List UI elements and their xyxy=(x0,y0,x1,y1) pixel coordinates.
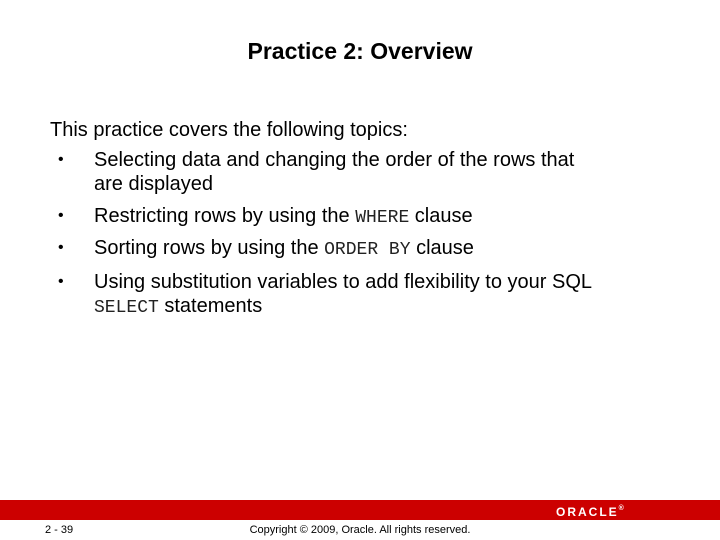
intro-text: This practice covers the following topics: xyxy=(50,119,408,141)
bullet-icon: • xyxy=(58,207,64,224)
bullet-text: Sorting rows by using the ORDER BY clause xyxy=(94,237,474,260)
copyright-text: Copyright © 2009, Oracle. All rights reserved. xyxy=(249,524,471,536)
slide-title: Practice 2: Overview xyxy=(247,38,473,64)
bullet-text: Restricting rows by using the WHERE clause xyxy=(94,205,473,228)
oracle-logo: ORACLE® xyxy=(556,505,624,519)
bullet-icon: • xyxy=(58,151,64,168)
bullet-text: Selecting data and changing the order of the rows that are displayed xyxy=(94,149,575,195)
bullet-icon: • xyxy=(58,239,64,256)
page-number: 2 - 39 xyxy=(45,524,74,536)
bullet-text: Using substitution variables to add flexibility to your SQL SELECT statements xyxy=(94,271,592,318)
sql-keyword: WHERE xyxy=(355,208,410,228)
bullet-icon: • xyxy=(58,273,64,290)
sql-keyword: SELECT xyxy=(94,298,159,318)
sql-keyword: ORDER BY xyxy=(324,240,411,260)
